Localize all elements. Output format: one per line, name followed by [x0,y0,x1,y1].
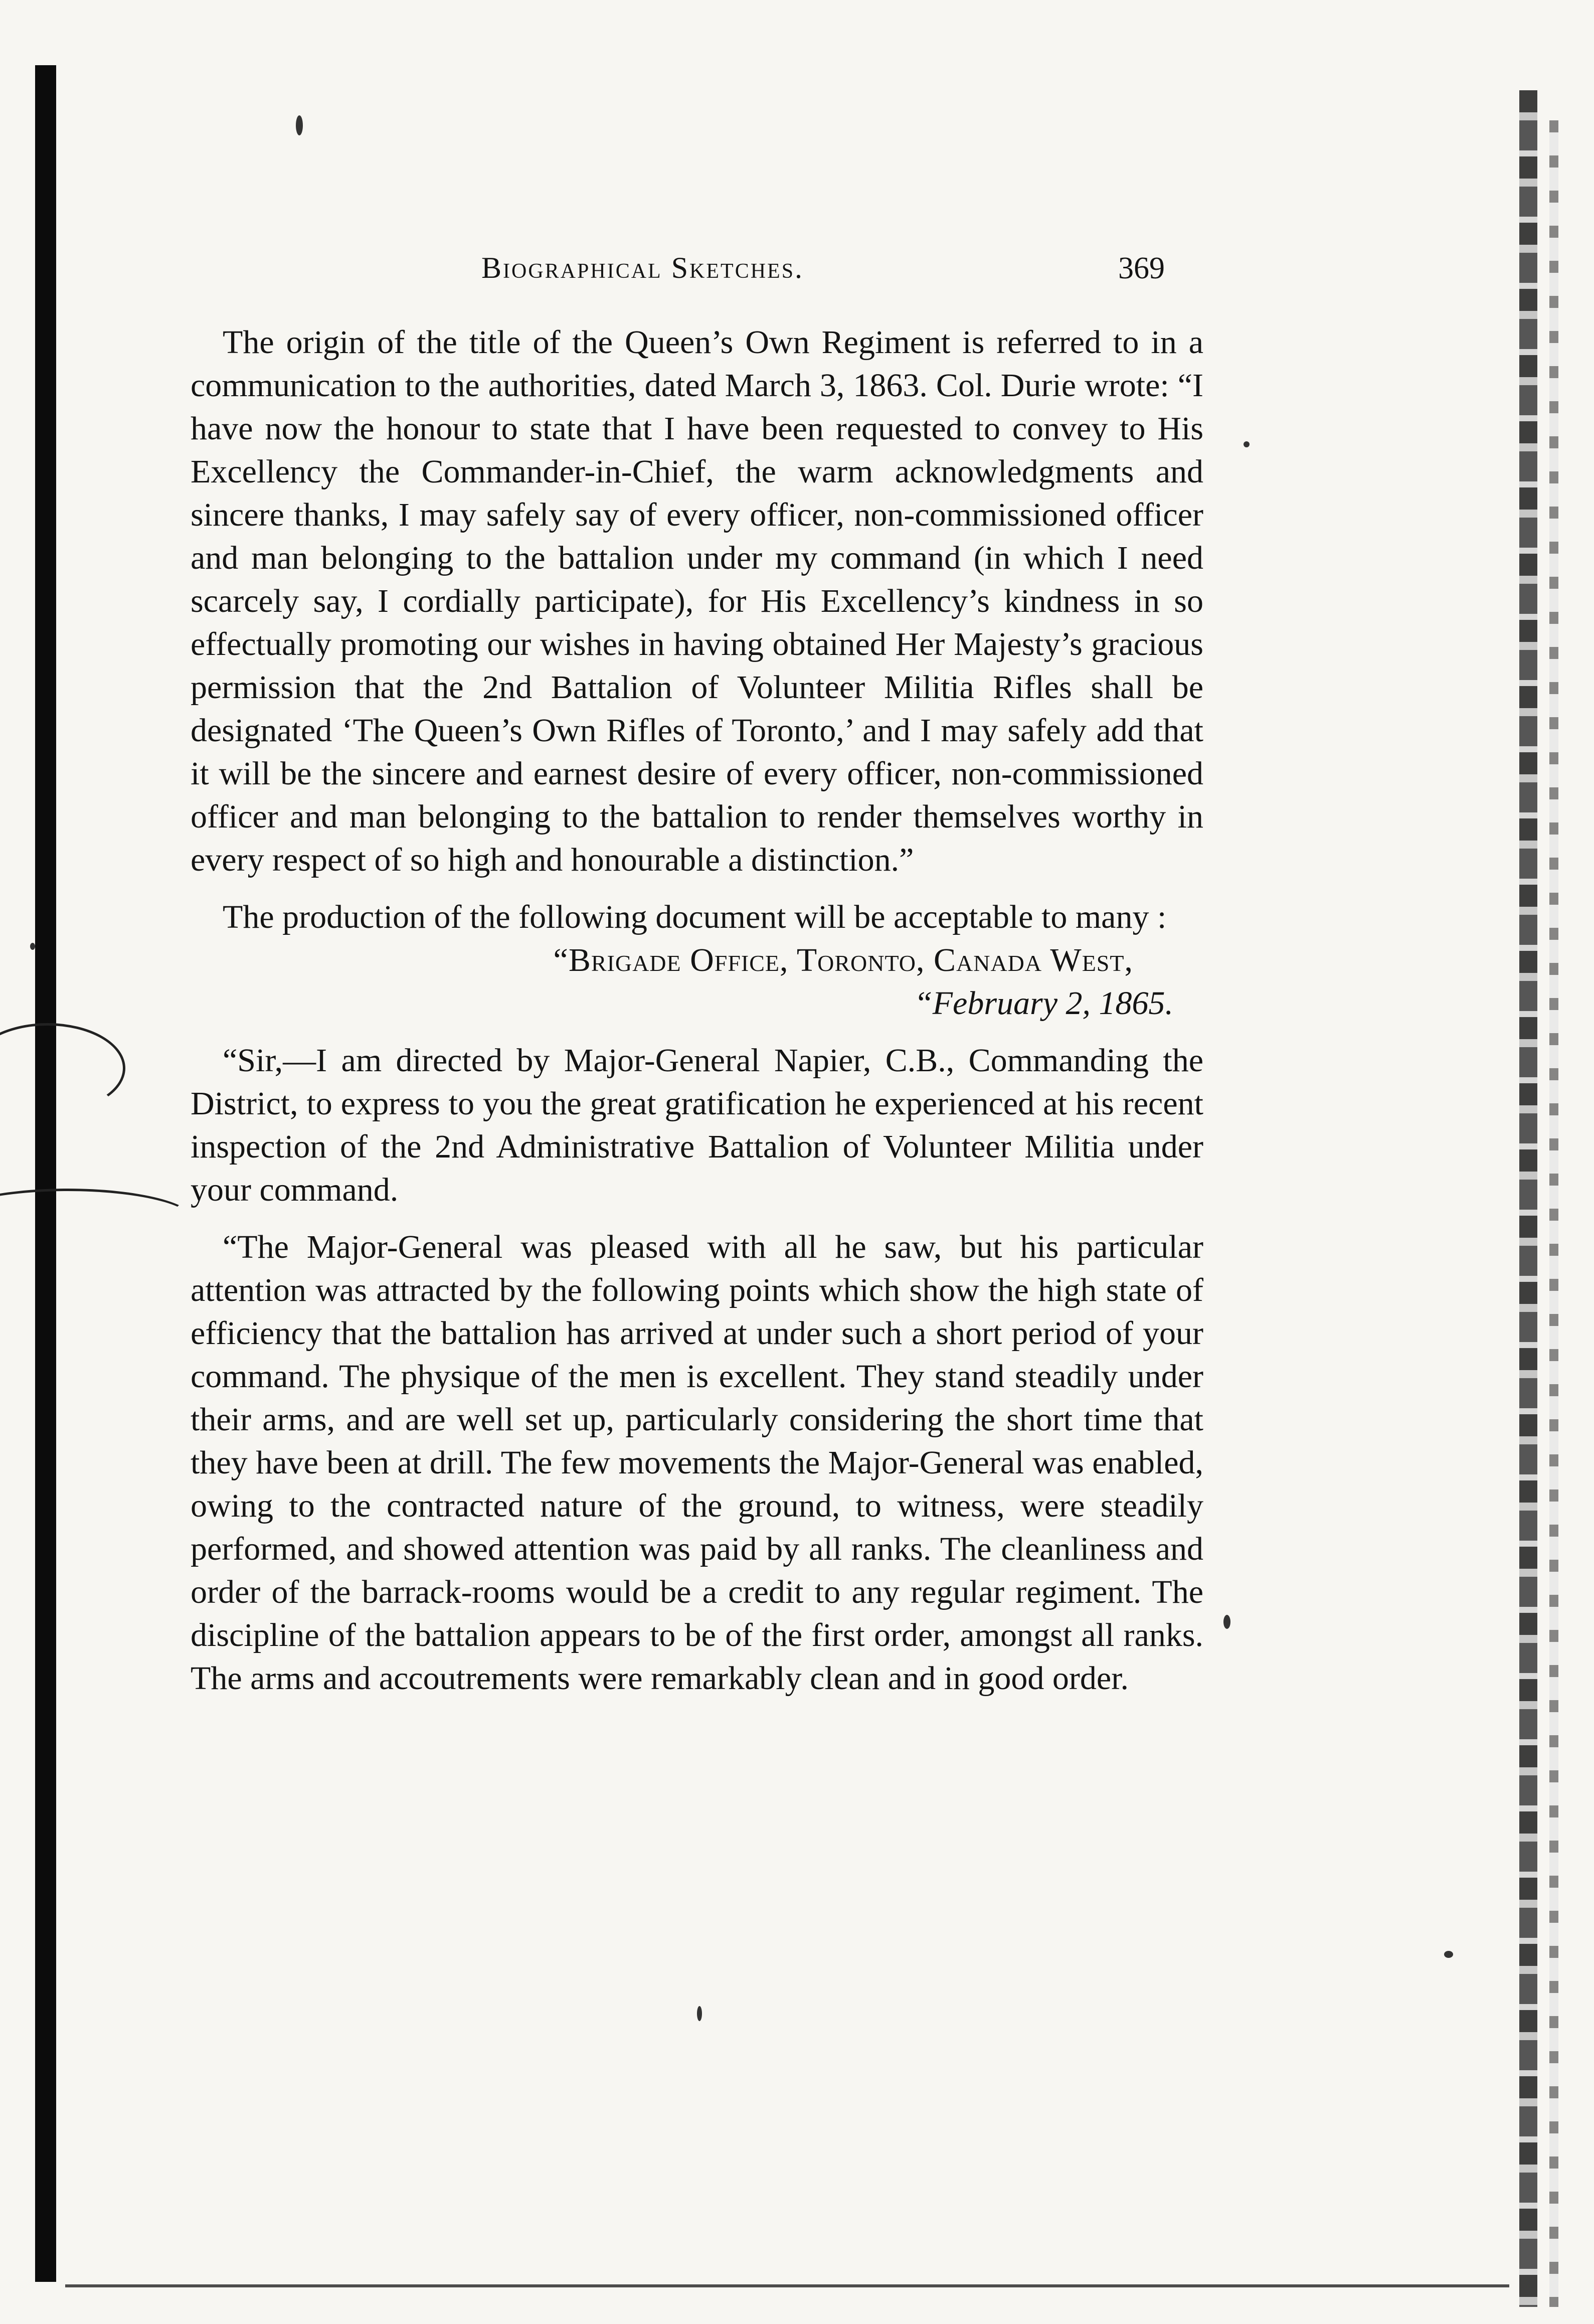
margin-speck [30,943,35,950]
bottom-edge-line [65,2284,1509,2287]
paragraph-document-intro: The production of the following document will be acceptable to many : [223,899,1167,935]
letter-heading: “Brigade Office, Toronto, Canada West, [553,942,1133,978]
margin-speck [296,115,303,135]
page-body [191,321,1203,1700]
margin-speck [697,2006,702,2021]
page-edge-right-outer [1549,120,1558,2307]
letter-date-text: “February 2, 1865. [914,985,1173,1022]
page-number: 369 [1118,251,1165,285]
paragraph-title-origin: The origin of the title of the Queen’s Own Regiment is referred to in a communication to the authorities, dated March 3, 1863. Col. Durie wrote: “I have now the honour to state that I have been requested to convey to His Excellency the Commander-in-Chief, the warm acknowledgments and sincere thanks, I may safely say of every officer, non-commissioned officer and man belonging to the battalion under my command (in which I need scarcely say, I cordially participate), for His Excellency’s kindness in so effectually promoting our wishes in having obtained Her Majesty’s gracious permission that the 2nd Battalion of Volunteer Militia Rifles shall be designated ‘The Queen’s Own Rifles of Toronto,’ and I may safely add that it will be the sincere and earnest desire of every officer, non-commissioned officer and man belonging to the battalion to render themselves worthy in every respect of so high and honourable a distinction.” [191,324,1203,878]
paragraph-letter-opening: “Sir,—I am directed by Major-General Napier, C.B., Commanding the District, to express to you the great gratification he experienced at his recent inspection of the 2nd Administrative Battalion of Volunteer Militia under your command. [191,1042,1203,1208]
margin-speck [1223,1615,1230,1629]
running-head: Biographical Sketches. [481,251,804,284]
margin-bracket-mark [0,1189,196,1254]
binding-shadow-left [35,65,56,2282]
margin-bracket-mark [0,1023,125,1113]
paragraph-inspection-report: “The Major-General was pleased with all he saw, but his particular attention was attracted by the following points which show the high state of efficiency that the battalion has arrived at under such a short period of your command. The physique of the men is excellent. They stand steadily under their arms, and are well set up, particularly considering the short time that they have been at drill. The few movements the Major-General was enabled, owing to the contracted nature of the ground, to witness, were steadily performed, and showed attention was paid by all ranks. The cleanliness and order of the barrack-rooms would be a credit to any regular regiment. The discipline of the battalion appears to be of the first order, amongst all ranks. The arms and accoutrements were remarkably clean and in good order. [191,1229,1203,1697]
page-edge-right [1519,90,1537,2307]
letter-date [191,982,1203,1025]
margin-speck [1444,1951,1453,1958]
margin-speck [1244,441,1250,447]
